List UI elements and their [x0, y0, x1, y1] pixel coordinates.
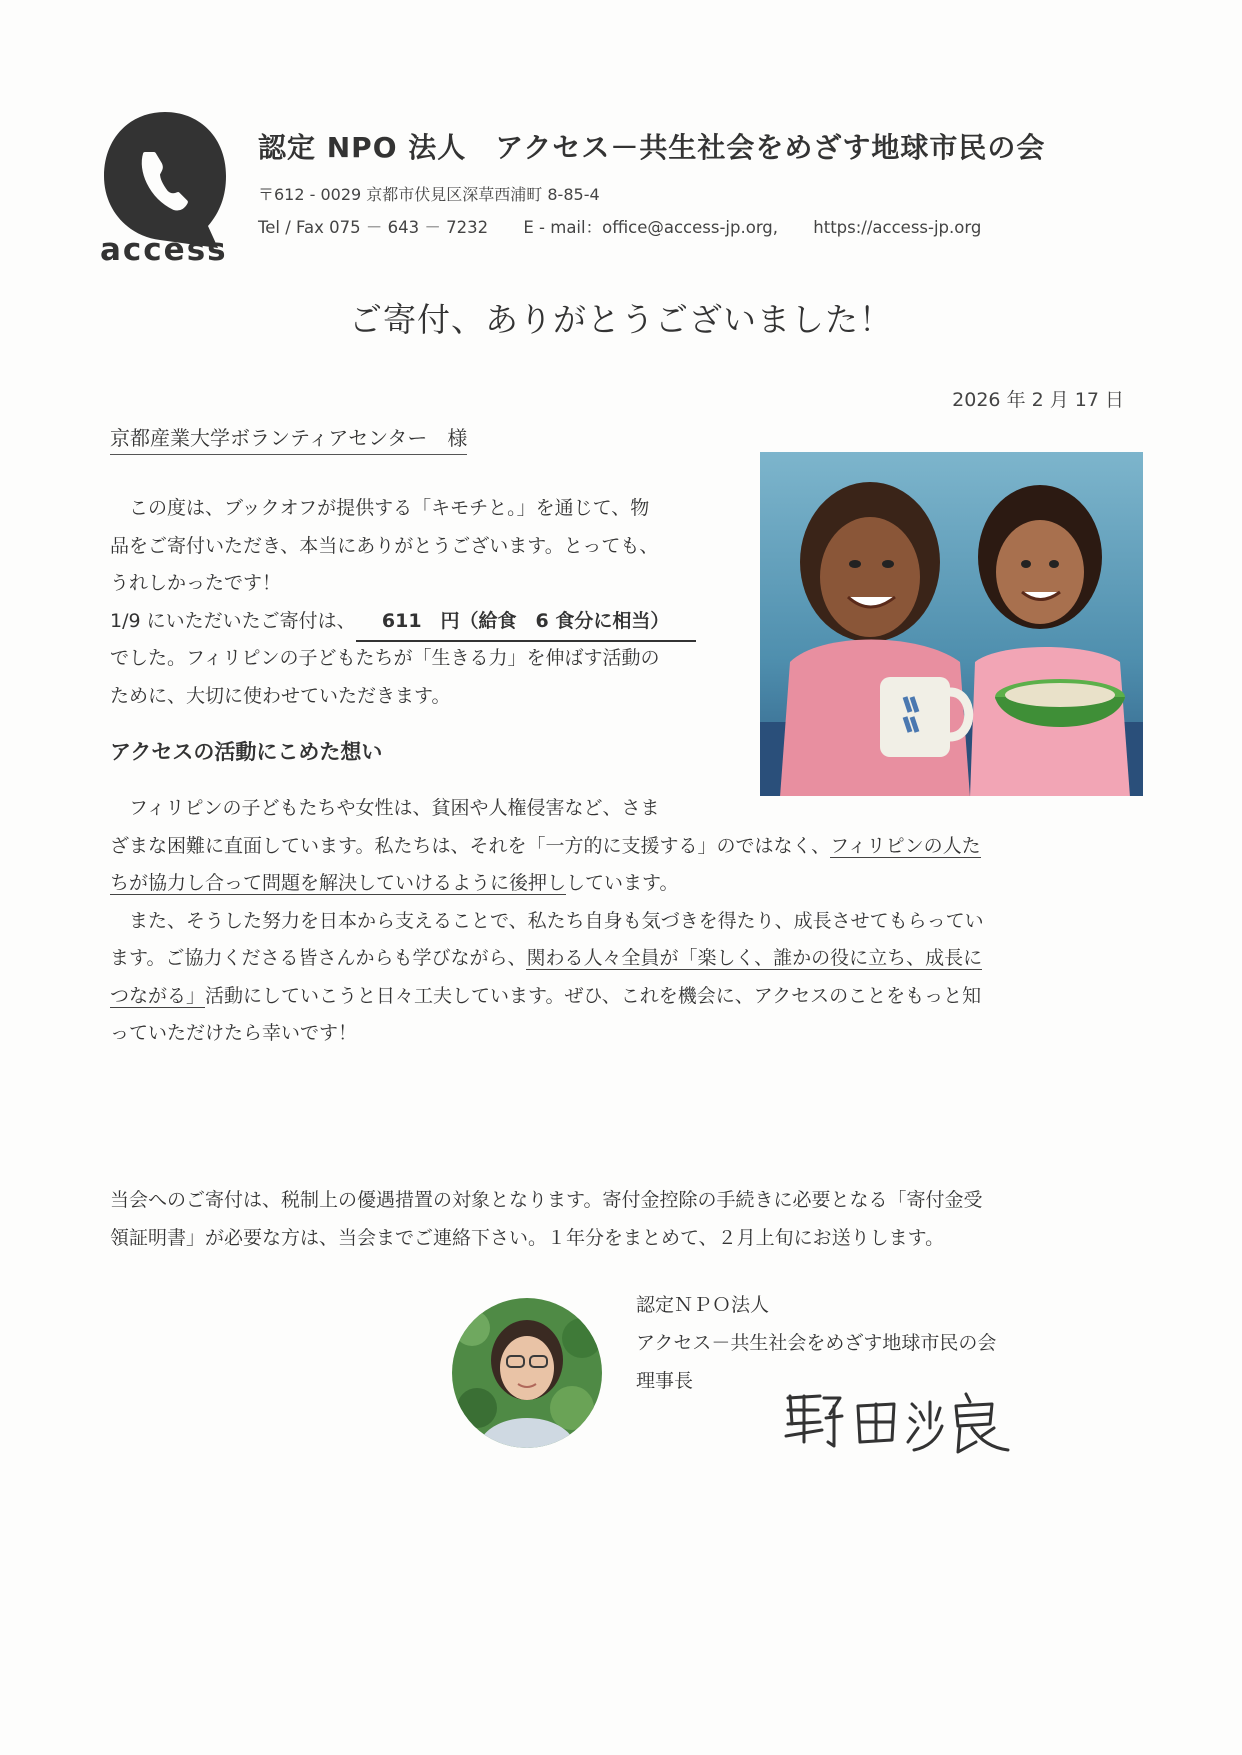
- tax-note: [110, 1182, 1140, 1257]
- text-line: ます。ご協力くださる皆さんからも学びながら、関わる人々全員が「楽しく、誰かの役に立ち、成長に: [110, 947, 983, 969]
- underlined-text: ちが協力し合って問題を解決していけるように後押し: [110, 872, 567, 894]
- section-heading: アクセスの活動にこめた想い: [110, 740, 383, 764]
- org-contact: [258, 214, 1011, 238]
- page-title: ご寄付、ありがとうございました！: [349, 300, 893, 339]
- logo-wordmark: access: [100, 232, 228, 268]
- recipient: 京都産業大学ボランティアセンター 様: [110, 422, 467, 455]
- children-photo: [760, 452, 1143, 796]
- chairperson-photo: [452, 1298, 602, 1448]
- intro-paragraph: [110, 490, 750, 715]
- donation-amount: 611 円（給食 6 食分に相当）: [356, 603, 696, 643]
- text-line: また、そうした努力を日本から支えることで、私たち自身も気づきを得たり、成長させてもらってい: [110, 909, 984, 932]
- text-line: でした。フィリピンの子どもたちが「生きる力」を伸ばす活動の: [110, 647, 660, 669]
- tel-fax: Tel / Fax 075 － 643 － 7232: [258, 218, 489, 237]
- text-line: つながる」活動にしていこうと日々工夫しています。ぜひ、これを機会に、アクセスのことをもっと知: [110, 984, 982, 1007]
- signature-title: 理事長: [636, 1370, 694, 1392]
- email: E - mail：office@access-jp.org,: [523, 218, 779, 237]
- text-line: 品をご寄付いただき、本当にありがとうございます。とっても、: [110, 534, 659, 557]
- text-line: 領証明書」が必要な方は、当会までご連絡下さい。１年分をまとめて、２月上旬にお送りします。: [110, 1226, 945, 1249]
- letter-date: 2026 年 2 月 17 日: [952, 389, 1124, 411]
- text-line: ちが協力し合って問題を解決していけるように後押ししています。: [110, 872, 679, 894]
- text-line: フィリピンの子どもたちや女性は、貧困や人権侵害など、さま: [110, 797, 660, 819]
- org-address: 〒612 - 0029 京都市伏見区深草西浦町 8-85-4: [258, 185, 600, 204]
- website: https://access-jp.org: [813, 218, 982, 237]
- text-line: ざまな困難に直面しています。私たちは、それを「一方的に支援する」のではなく、フィリピンの人た: [110, 834, 981, 857]
- text-line: っていただけたら幸いです！: [110, 1022, 358, 1044]
- body-paragraph: [110, 790, 1140, 1053]
- signature-org-name: アクセス－共生社会をめざす地球市民の会: [636, 1332, 997, 1354]
- underlined-text: 関わる人々全員が「楽しく、誰かの役に立ち、成長に: [526, 947, 983, 969]
- text-line: ために、大切に使わせていただきます。: [110, 684, 451, 707]
- signature-org-type: 認定ＮＰＯ法人: [636, 1294, 770, 1316]
- donation-prefix: 1/9 にいただいたご寄付は、: [110, 609, 356, 632]
- underlined-text: つながる」: [110, 984, 206, 1007]
- underlined-text: フィリピンの人た: [830, 834, 981, 857]
- text-line: 当会へのご寄付は、税制上の優遇措置の対象となります。寄付金控除の手続きに必要となる「寄付金受: [110, 1189, 983, 1211]
- donation-line: [110, 603, 750, 641]
- text-line: うれしかったです！: [110, 572, 282, 594]
- text-line: この度は、ブックオフが提供する「キモチと。」を通じて、物: [110, 497, 650, 519]
- handwritten-signature: [780, 1384, 1020, 1464]
- org-name: 認定 NPO 法人 アクセス－共生社会をめざす地球市民の会: [258, 131, 1046, 164]
